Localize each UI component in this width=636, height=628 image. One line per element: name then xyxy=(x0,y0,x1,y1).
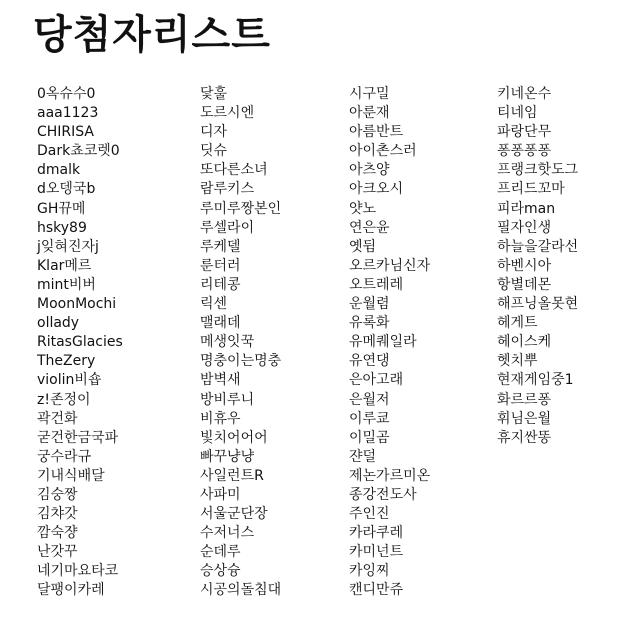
winner-name: CHIRISA xyxy=(37,124,95,141)
winner-name: GH뀨메 xyxy=(37,200,86,217)
winner-name: 아크오시 xyxy=(349,181,404,198)
winner-name: 리테콩 xyxy=(200,276,241,293)
winner-name: 디자 xyxy=(200,124,228,141)
winner-name: 메생잇꾹 xyxy=(200,334,255,351)
winner-name: 유메퀘일라 xyxy=(349,334,417,351)
winner-name: 궁수라규 xyxy=(37,448,92,465)
winner-column-4 xyxy=(497,85,578,448)
winner-name: 네기마요타코 xyxy=(37,563,119,580)
winner-name: 서울군단장 xyxy=(200,506,268,523)
winner-name: 운월렴 xyxy=(349,296,390,313)
winner-name: 휘님은월 xyxy=(497,410,552,427)
winner-name: 루셀라이 xyxy=(200,219,255,236)
winner-name: Klar메르 xyxy=(37,257,92,274)
winner-name: ollady xyxy=(37,315,80,332)
winner-name: 하늘을갈라선 xyxy=(497,238,579,255)
winner-name: 헤이스케 xyxy=(497,334,552,351)
winner-name: Dark쵸코렛0 xyxy=(37,143,120,160)
winner-name: 아룬재 xyxy=(349,105,390,122)
winner-name: 항별데몬 xyxy=(497,276,552,293)
winner-name: 사일런트R xyxy=(200,467,264,484)
winner-name: 빛치어어어 xyxy=(200,429,268,446)
winner-name: 밤벽새 xyxy=(200,372,241,389)
winner-name: 파랑단무 xyxy=(497,124,552,141)
winner-name: 루미루짱본인 xyxy=(200,200,282,217)
winner-name: 루케델 xyxy=(200,238,241,255)
winner-name: 해프닝올못현 xyxy=(497,296,579,313)
winner-name: 오르카님신자 xyxy=(349,257,431,274)
winner-name: 오트레레 xyxy=(349,276,404,293)
winner-name: 쟌덜 xyxy=(349,448,377,465)
winner-name: 릭센 xyxy=(200,296,228,313)
winner-name: 은아고래 xyxy=(349,372,404,389)
winner-name: 카잉찌 xyxy=(349,563,390,580)
winner-name: 하벤시아 xyxy=(497,257,552,274)
winner-name: 얏노 xyxy=(349,200,377,217)
winner-name: 0옥슈수0 xyxy=(37,86,96,102)
winner-name: j잊혀진자j xyxy=(37,238,99,255)
winner-column-2 xyxy=(200,85,281,601)
winner-name: 달팽이카레 xyxy=(37,582,105,599)
winner-name: 깜숙쟝 xyxy=(37,525,78,542)
winner-name: 이루쿄 xyxy=(349,410,390,427)
winner-name: 김숭짱 xyxy=(37,486,78,503)
winner-name: hsky89 xyxy=(37,219,87,236)
page-title: 당첨자리스트 xyxy=(33,12,271,58)
winner-name: 승상슝 xyxy=(200,563,241,580)
winner-name: 주인진 xyxy=(349,506,390,523)
winner-name: aaa1123 xyxy=(37,105,99,122)
winner-name: 헷치뿌 xyxy=(497,353,538,370)
winner-name: 난갓꾸 xyxy=(37,544,78,561)
winner-name: 유연댕 xyxy=(349,353,390,370)
winner-name: MoonMochi xyxy=(37,296,117,313)
winner-name: 람루키스 xyxy=(200,181,255,198)
winner-name: 닻훌 xyxy=(200,86,228,102)
winner-name: 시공의돌침대 xyxy=(200,582,282,599)
winner-name: 아츠양 xyxy=(349,162,390,179)
winner-name: 종강전도사 xyxy=(349,486,417,503)
winner-name: 옛뒴 xyxy=(349,238,377,255)
winner-column-1 xyxy=(37,85,123,601)
winner-name: 이밀곰 xyxy=(349,429,390,446)
winner-name: 방비루니 xyxy=(200,391,255,408)
winner-name: 빠꾸냥냥 xyxy=(200,448,255,465)
winner-name: 사파미 xyxy=(200,486,241,503)
winner-name: 맬래데 xyxy=(200,315,241,332)
winner-name: 아이촌스러 xyxy=(349,143,417,160)
winner-name: 키네온수 xyxy=(497,86,552,102)
winner-name: 현재게임중1 xyxy=(497,372,574,389)
winner-name: 시구밀 xyxy=(349,86,390,102)
winner-name: 또다른소녀 xyxy=(200,162,268,179)
winner-name: 피라man xyxy=(497,200,556,217)
winner-name: 딧슈 xyxy=(200,143,228,160)
winner-name: 명충이는명충 xyxy=(200,353,282,370)
winner-name: 도르시엔 xyxy=(200,105,255,122)
winner-name: 굳건한금국파 xyxy=(37,429,119,446)
winner-name: RitasGlacies xyxy=(37,334,123,351)
winner-name: violin비숍 xyxy=(37,372,102,389)
winner-name: dmalk xyxy=(37,162,81,179)
winner-name: 아름반트 xyxy=(349,124,404,141)
winner-name: 화르르퐁 xyxy=(497,391,552,408)
winner-name: 프랭크핫도그 xyxy=(497,162,579,179)
winner-name: 제논가르미온 xyxy=(349,467,431,484)
winner-name: 카미넌트 xyxy=(349,544,404,561)
winner-name: 수저너스 xyxy=(200,525,255,542)
winner-name: mint비버 xyxy=(37,276,96,293)
winner-name: 연은윤 xyxy=(349,219,390,236)
winner-name: 기내식배달 xyxy=(37,467,105,484)
winner-name: 유록화 xyxy=(349,315,390,332)
winner-name: 티네임 xyxy=(497,105,538,122)
winner-name: 프리드꼬마 xyxy=(497,181,565,198)
winner-name: 은월저 xyxy=(349,391,390,408)
winner-name: 캔디만쥬 xyxy=(349,582,404,599)
winner-name: 순데루 xyxy=(200,544,241,561)
winner-name: 카라쿠레 xyxy=(349,525,404,542)
winner-name: TheZery xyxy=(37,353,96,370)
winner-name: 비휴우 xyxy=(200,410,241,427)
winner-name: 곽건화 xyxy=(37,410,78,427)
winner-name: 룬터러 xyxy=(200,257,241,274)
winner-name: 김챠갓 xyxy=(37,506,78,523)
winner-name: z!존정이 xyxy=(37,391,91,408)
winner-name: 퐁퐁퐁퐁 xyxy=(497,143,552,160)
winner-name: 휴지싼똥 xyxy=(497,429,552,446)
winner-column-3 xyxy=(349,85,430,601)
winner-name: 필자인생 xyxy=(497,219,552,236)
winner-name: 헤게트 xyxy=(497,315,538,332)
winner-name: d오뎅국b xyxy=(37,181,96,198)
